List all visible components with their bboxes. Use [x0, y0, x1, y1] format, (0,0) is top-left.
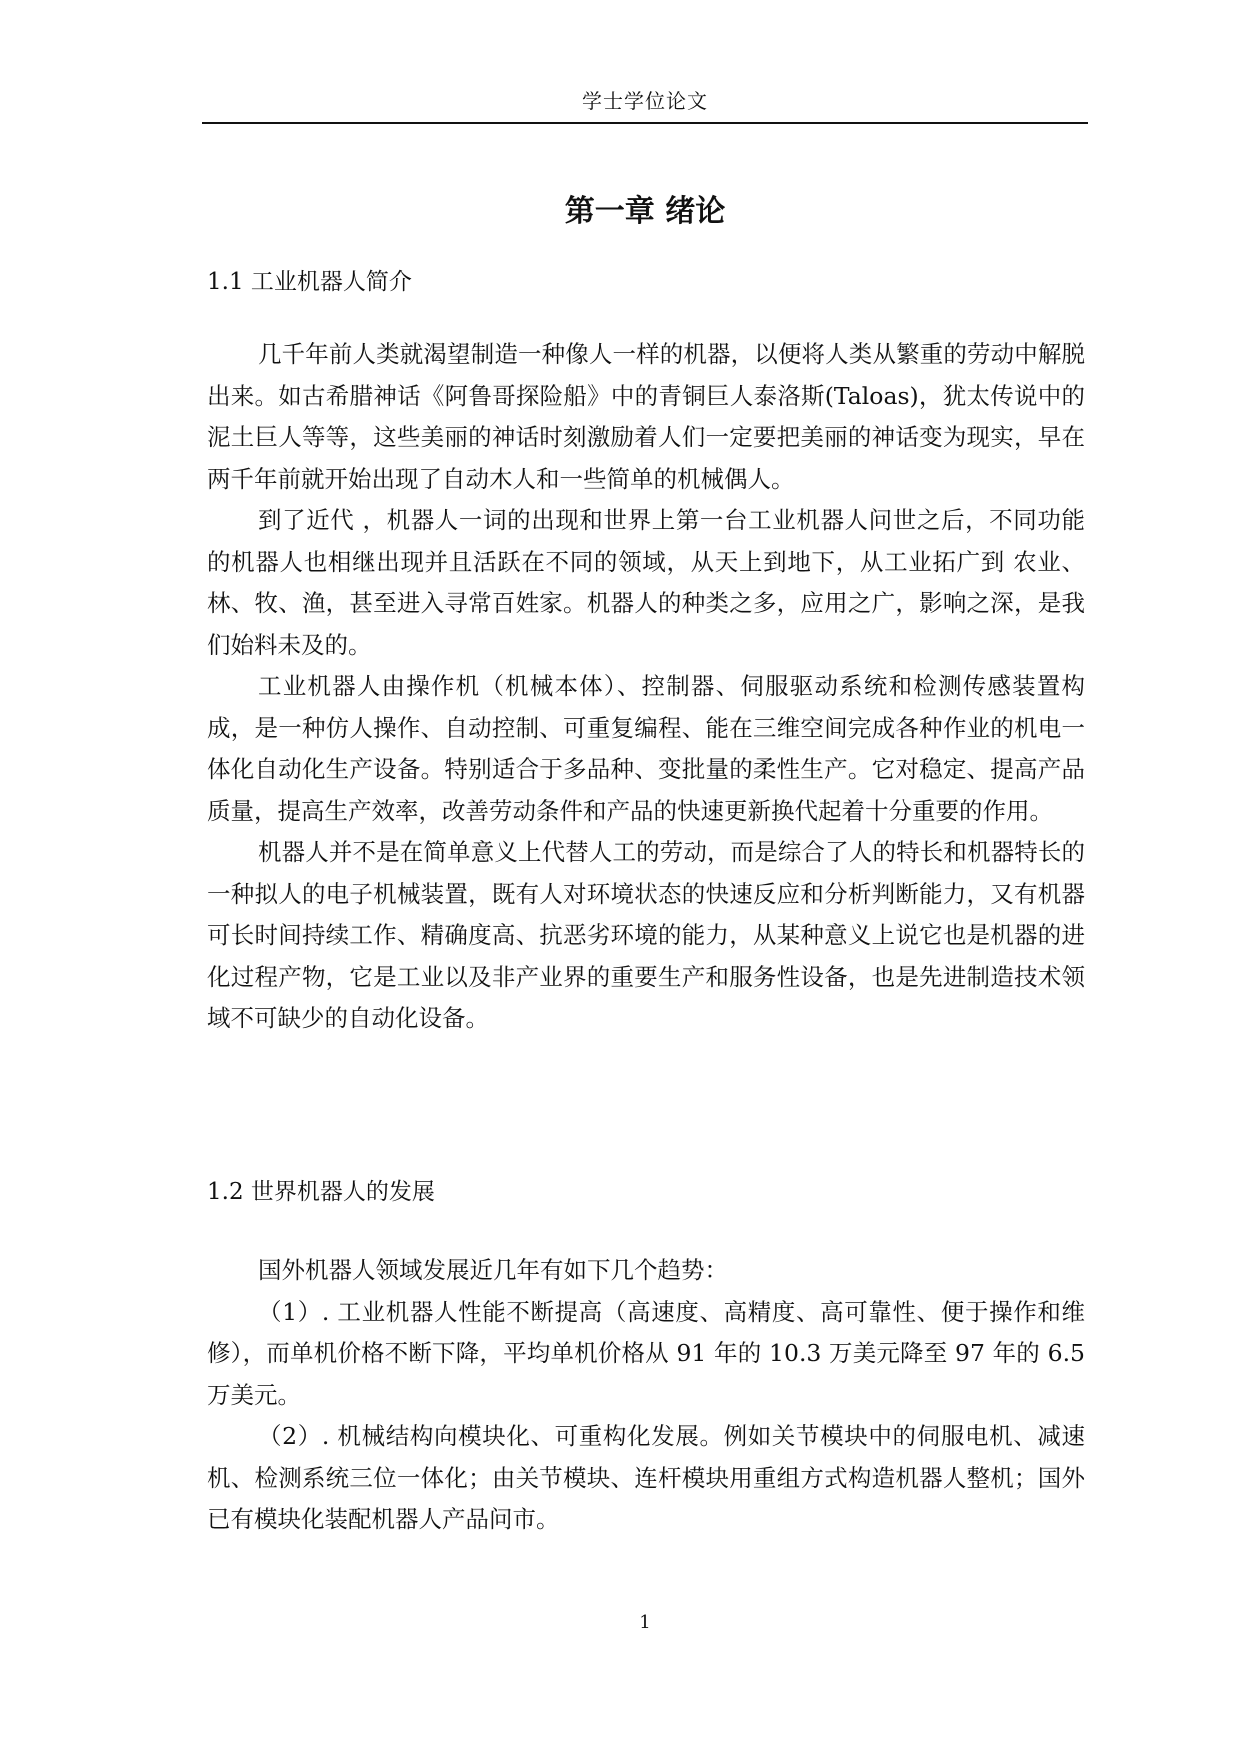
paragraph: 到了近代 ，机器人一词的出现和世界上第一台工业机器人问世之后，不同功能的机器人也相继出现并且活跃在不同的领域，从天上到地下，从工业拓广到 农业、林、牧、渔，甚至进入寻常百姓家。机器人的种类之多，应用之广，影响之深，是我们始料未及的。	[207, 506, 1085, 659]
paragraph: 国外机器人领域发展近几年有如下几个趋势：	[258, 1256, 728, 1284]
paragraph: 几千年前人类就渴望制造一种像人一样的机器，以便将人类从繁重的劳动中解脱出来。如古希腊神话《阿鲁哥探险船》中的青铜巨人泰洛斯(Taloas)，犹太传说中的泥土巨人等等，这些美丽的神话时刻激励着人们一定要把美丽的神话变为现实，早在两千年前就开始出现了自动木人和一些简单的机械偶人。	[207, 340, 1085, 493]
paragraph: 机器人并不是在简单意义上代替人工的劳动，而是综合了人的特长和机器特长的一种拟人的电子机械装置，既有人对环境状态的快速反应和分析判断能力，又有机器可长时间持续工作、精确度高、抗恶劣环境的能力，从某种意义上说它也是机器的进化过程产物，它是工业以及非产业界的重要生产和服务性设备，也是先进制造技术领域不可缺少的自动化设备。	[207, 838, 1085, 1032]
section-1-2-body	[207, 1250, 1085, 1541]
section-heading-1-1: 1.1 工业机器人简介	[207, 269, 412, 295]
page-number: 1	[639, 1612, 651, 1633]
section-heading-1-2: 1.2 世界机器人的发展	[207, 1179, 435, 1205]
chapter-title: 第一章 绪论	[564, 194, 726, 229]
paragraph: 工业机器人由操作机（机械本体）、控制器、伺服驱动系统和检测传感装置构成，是一种仿人操作、自动控制、可重复编程、能在三维空间完成各种作业的机电一体化自动化生产设备。特别适合于多品种、变批量的柔性生产。它对稳定、提高产品质量，提高生产效率，改善劳动条件和产品的快速更新换代起着十分重要的作用。	[207, 672, 1085, 825]
header-rule	[202, 122, 1088, 124]
running-header: 学士学位论文	[582, 89, 708, 113]
section-1-1-body	[207, 334, 1085, 1040]
paragraph: （2）. 机械结构向模块化、可重构化发展。例如关节模块中的伺服电机、减速机、检测系统三位一体化；由关节模块、连杆模块用重组方式构造机器人整机；国外已有模块化装配机器人产品问市。	[207, 1422, 1085, 1533]
paragraph: （1）. 工业机器人性能不断提高（高速度、高精度、高可靠性、便于操作和维修），而单机价格不断下降，平均单机价格从 91 年的 10.3 万美元降至 97 年的 6.5 万美元。	[207, 1297, 1085, 1409]
